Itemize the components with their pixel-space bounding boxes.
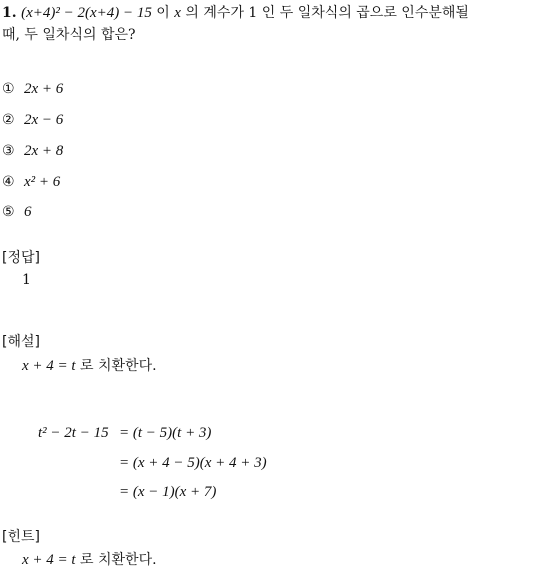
option-mark: ④ bbox=[2, 174, 15, 190]
question-text-c: 인 두 일차식의 곱으로 인수분해될 bbox=[257, 5, 469, 21]
hint-math: x + 4 = t bbox=[22, 552, 76, 568]
question-text-b: 의 계수가 bbox=[180, 5, 249, 21]
option-mark: ③ bbox=[2, 143, 15, 159]
question-line-2: 때, 두 일차식의 합은? bbox=[2, 27, 136, 43]
question-expression: (x+4)² − 2(x+4) − 15 bbox=[21, 5, 152, 21]
answer-value: 1 bbox=[22, 272, 31, 288]
substitution-math: x + 4 = t bbox=[22, 358, 76, 374]
hint-text: 로 치환한다. bbox=[75, 552, 157, 568]
option-expression: 2x − 6 bbox=[24, 112, 64, 128]
question-text-a: 이 bbox=[151, 5, 175, 21]
option-3[interactable] bbox=[2, 143, 63, 160]
answer-label: [정답] bbox=[2, 250, 40, 266]
option-5[interactable] bbox=[2, 204, 32, 221]
explanation-substitution bbox=[22, 355, 157, 375]
option-expression: 2x + 6 bbox=[24, 81, 64, 97]
option-mark: ② bbox=[2, 112, 15, 128]
question-line-1 bbox=[2, 2, 469, 22]
question-variable: x bbox=[174, 5, 181, 21]
substitution-text: 로 치환한다. bbox=[75, 358, 157, 374]
hint-label: [힌트] bbox=[2, 529, 40, 545]
question-coefficient: 1 bbox=[248, 5, 258, 21]
explanation-label: [해설] bbox=[2, 334, 40, 350]
equation-row-3: = (x − 1)(x + 7) bbox=[119, 484, 217, 500]
equation-row-2: = (x + 4 − 5)(x + 4 + 3) bbox=[119, 455, 267, 471]
equation-row-1: = (t − 5)(t + 3) bbox=[119, 425, 212, 441]
option-expression: 6 bbox=[24, 204, 32, 220]
option-mark: ① bbox=[2, 81, 15, 97]
option-expression: x² + 6 bbox=[24, 174, 61, 190]
option-expression: 2x + 8 bbox=[24, 143, 64, 159]
option-1[interactable] bbox=[2, 81, 63, 98]
hint-substitution bbox=[22, 549, 157, 569]
question-number: 1. bbox=[2, 5, 17, 21]
option-4[interactable] bbox=[2, 174, 60, 191]
option-mark: ⑤ bbox=[2, 204, 15, 220]
equation-lhs: t² − 2t − 15 bbox=[38, 425, 109, 441]
option-2[interactable] bbox=[2, 112, 63, 129]
